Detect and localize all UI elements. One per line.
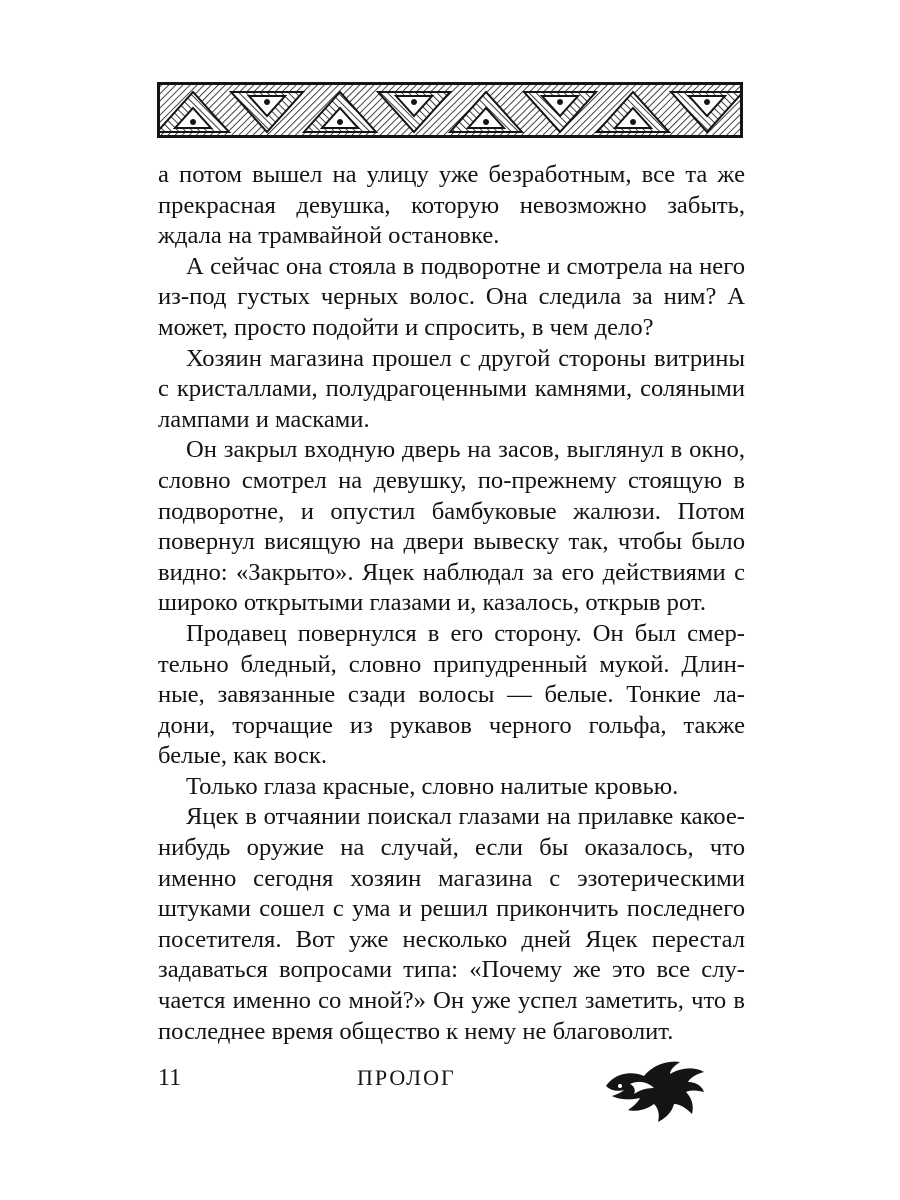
paragraph: Он закрыл входную дверь на засов, выглянул в окно, словно смотрел на девушку, по-прежнему стоящую в подворотне, и опустил бамбуковые жалюзи. Потом повернул висящую на двери вывеску так, чтобы было видно: «Закрыто». Яцек наблюдал за его действиями с широко открытыми глазами и, казалось, открыв рот. (158, 436, 745, 617)
chapter-title: ПРОЛОГ (357, 1065, 456, 1090)
paragraph: а потом вышел на улицу уже безработным, все та же прекрасная девушка, которую невозможно забыть, ждала на трамвайной остановке. (158, 161, 745, 250)
paragraph: Хозяин магазина прошел с другой стороны витрины с кристаллами, полудрагоценными камнями, соляными лампами и масками. (158, 344, 745, 433)
page-number: 11 (158, 1065, 182, 1091)
body-text (158, 160, 745, 1047)
paragraph: А сейчас она стояла в подворотне и смотрела на него из-под густых черных волос. Она следила за ним? А может, просто подойти и спросить, в чем дело? (158, 252, 745, 341)
paragraph: Продавец повернулся в его сторону. Он был смертельно бледный, словно припудренный мукой. Длинные, завязанные сзади волосы — белые. Тонкие ладони, торчащие из рукавов черного гольфа, также белые, как воск. (158, 619, 745, 770)
paragraph: Только глаза красные, словно налитые кровью. (186, 772, 679, 800)
paragraph: Яцек в отчаянии поискал глазами на прилавке какое-нибудь оружие на случай, если бы оказалось, что именно сегодня хозяин магазина с эзотерическими штуками сошел с ума и решил прикончить последнего посетителя. Вот уже несколько дней Яцек перестал задаваться вопросами типа: «Почему же это все случается именно со мной?» Он уже успел заметить, что в последнее время общество к нему не благоволит. (158, 803, 745, 1045)
dragon-icon (600, 1056, 708, 1126)
header-ornament (157, 82, 743, 138)
